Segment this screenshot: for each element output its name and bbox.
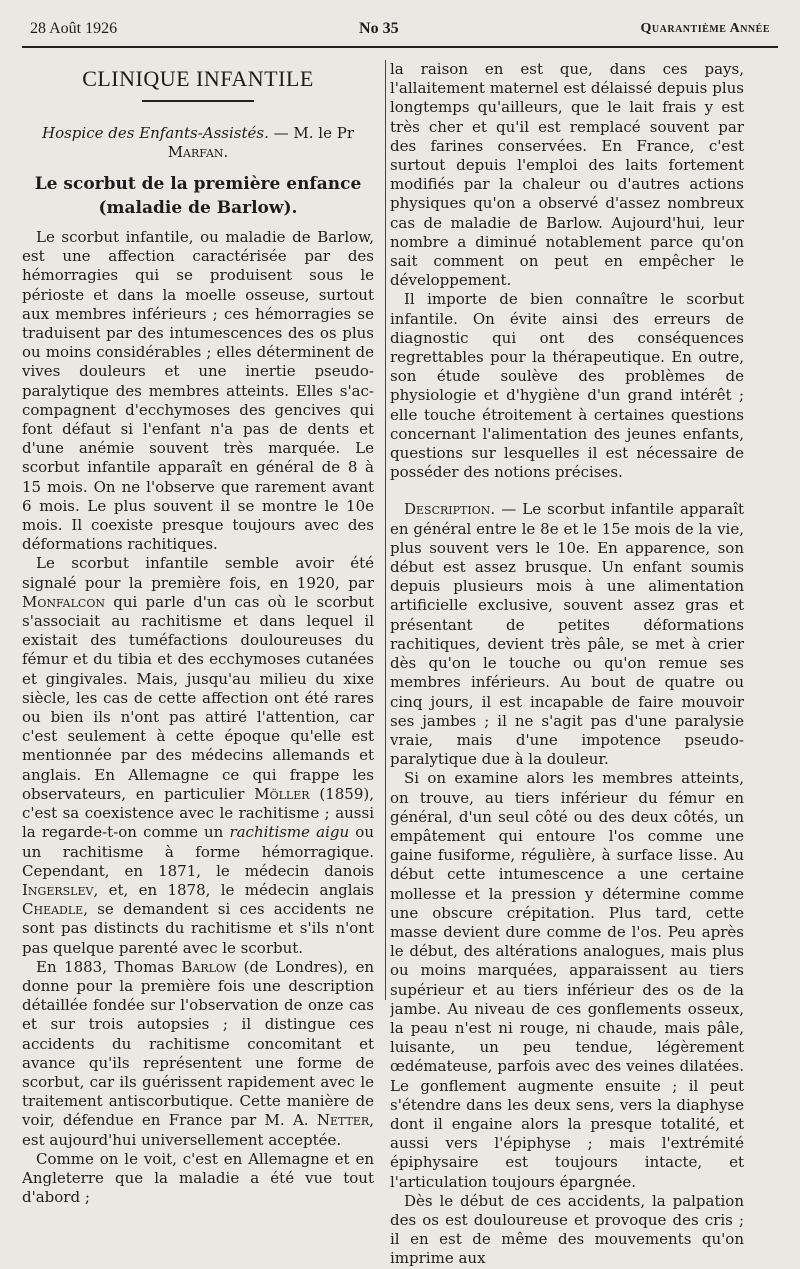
text-run: , et, en 1878, le médecin anglais — [93, 880, 374, 899]
section-title: CLINIQUE INFANTILE — [82, 66, 314, 91]
left-paragraph-2 — [22, 554, 374, 957]
left-paragraph-3 — [22, 958, 374, 1150]
article-title-line2: (maladie de Barlow). — [98, 198, 298, 218]
italic-term: rachitisme aigu — [229, 823, 350, 842]
text-run: — Le scorbut infantile apparaît en général entre le 8e et le 15e mois de la vie, plus souvent vers le 10e. En apparence, son début est assez brusque. Un enfant soumis depuis plusieurs mois à une alimentation artificielle exclusive, souvent assez gras et présentant de petites déformations rachitiques, devient très pâle, se met à crier dès qu'on le touche ou qu'on remue ses membres inférieurs. Au bout de quatre ou cinq jours, il est incapable de faire mouvoir ses jambes ; il ne s'agit pas d'une paralysie vraie, mais d'une impotence pseudo-paralytique due à la douleur. — [390, 500, 744, 769]
text-run: qui parle d'un cas où le scorbut s'associait au rachitisme et dans lequel il existait des tuméfactions douloureuses du fémur et du tibia et des ecchymoses cutanées et gingivales. Mais, jusqu'au milieu du xixe siècle, les cas de cette affection ont été rares ou bien ils n'ont pas attiré l'attention, car c'est seulement à cette époque qu'elle est mentionnée par des médecins allemands et anglais. En Allemagne ce qui frappe les observateurs, en particulier — [22, 592, 374, 803]
right-paragraph-1: la raison en est que, dans ces pays, l'allaitement maternel est délaissé depuis plus longtemps qu'ailleurs, que le lait frais y est très cher et qu'il est remplacé souvent par des farines conservées. En France, c'est surtout depuis l'emploi des laits fortement modifiés par la chaleur ou d'autres actions physiques qu'on a observé d'assez nombreux cas de maladie de Barlow. Aujourd'hui, leur nombre a diminué notablement parce qu'on sait comment on peut en empêcher le développement. — [390, 60, 744, 290]
column-divider — [385, 60, 386, 1000]
text-run: Le scorbut infantile semble avoir été signalé pour la première fois, en 1920, par — [22, 554, 374, 592]
text-run: , est aujourd'hui universellement acceptée. — [22, 1111, 374, 1149]
name-ingerslev: Ingerslev — [22, 880, 94, 899]
name-moller: Möller — [254, 784, 310, 803]
byline — [22, 124, 374, 162]
paragraph-spacer — [390, 482, 744, 500]
right-paragraph-5: Dès le début de ces accidents, la palpation des os est douloureuse et provoque des cris ; il en est de même des mouvements qu'on imprime aux — [390, 1191, 744, 1268]
issue-number: No 35 — [359, 20, 399, 37]
text-run: En 1883, Thomas — [36, 957, 182, 976]
right-paragraph-2: Il importe de bien connaître le scorbut infantile. On évite ainsi des erreurs de diagnostic qui ont des conséquences regrettables pour la thérapeutique. En outre, son étude soulève des problèmes de physiologie et d'hygiène d'un grand intérêt ; elle touche étroitement à certaines questions concernant l'alimentation des jeunes enfants, questions sur lesquelles il est nécessaire de posséder des notions précises. — [390, 290, 744, 482]
right-column — [390, 60, 744, 1269]
issue-date: 28 Août 1926 — [30, 20, 118, 37]
left-paragraph-4: Comme on le voit, c'est en Allemagne et en Angleterre que la maladie a été vue tout d'abord ; — [22, 1149, 374, 1207]
text-run: , se demandent si ces accidents ne sont pas distincts du rachitisme et s'ils n'ont pas quelque parenté avec le scorbut. — [22, 900, 374, 957]
byline-author: Marfan. — [167, 143, 229, 161]
left-paragraph-1: Le scorbut infantile, ou maladie de Barlow, est une affection caractérisée par des hémorragies qui se produisent sous le périoste et dans la moelle osseuse, surtout aux membres inférieurs ; ces hémorragies se traduisent par des intumescences des os plus ou moins considérables ; elles déterminent de vives douleurs et une inertie pseudo-paralytique des membres atteints. Elles s'accompagnent d'ecchymoses des gencives qui font défaut si l'enfant n'a pas de dents et d'une anémie souvent très marquée. Le scorbut infantile apparaît en général de 8 à 15 mois. On ne l'observe que rarement avant 6 mois. Le plus souvent il se montre le 10e mois. Il coexiste presque toujours avec des déformations rachitiques. — [22, 228, 374, 554]
text-run: ou un rachitisme à forme hémorragique. Cependant, en 1871, le médecin danois — [22, 823, 374, 880]
right-paragraph-3 — [390, 500, 744, 769]
text-run: (1859), c'est sa coexistence avec le rachitisme ; aussi la regarde-t-on comme un — [22, 784, 374, 842]
subheading-description: Description. — [404, 500, 496, 519]
volume-year: Quarantième Année — [640, 21, 770, 36]
byline-dash: — M. le Pr — [268, 124, 354, 142]
text-run: (de Londres), en donne pour la première fois une description détaillée fondée sur l'observation de onze cas et sur trois autopsies ; il distingue ces accidents du rachitisme concomitant et avance qu'ils représentent une forme de scorbut, car ils guérissent rapidement avec le traitement antiscorbutique. Cette manière de voir, défendue en France par M. A. — [22, 957, 374, 1130]
section-title-rule — [142, 100, 254, 102]
name-barlow: Barlow — [181, 957, 237, 976]
name-cheadle: Cheadle — [22, 900, 84, 919]
article-title-line1: Le scorbut de la première enfance — [34, 174, 362, 194]
byline-institution: Hospice des Enfants-Assistés. — [42, 124, 269, 142]
name-monfalcon: Monfalcon — [22, 592, 105, 611]
left-column — [22, 60, 374, 1207]
name-netter: Netter — [316, 1111, 370, 1130]
right-paragraph-4: Si on examine alors les membres atteints, on trouve, au tiers inférieur du fémur en général, d'un seul côté ou des deux côtés, un empâtement qui entoure l'os comme une gaine fusiforme, régulière, à surface lisse. Au début cette intumescence a une certaine mollesse et la pression y détermine comme une obscure crépitation. Plus tard, cette masse devient dure comme de l'os. Peu après le début, des altérations analogues, mais plus ou moins marquées, apparaissent au tiers supérieur et au tiers inférieur des os de la jambe. Au niveau de ces gonflements osseux, la peau n'est ni rouge, ni chaude, mais pâle, luisante, un peu tendue, légèrement œdémateuse, parfois avec des veines dilatées. Le gonflement augmente ensuite ; il peut s'étendre dans les deux sens, vers la diaphyse dont il engaine alors la presque totalité, et aussi vers l'épiphyse ; mais l'extrémité épiphysaire est toujours intacte, et l'articulation toujours épargnée. — [390, 769, 744, 1191]
header-rule — [22, 46, 778, 48]
article-title — [22, 172, 374, 220]
page-header — [30, 14, 770, 44]
